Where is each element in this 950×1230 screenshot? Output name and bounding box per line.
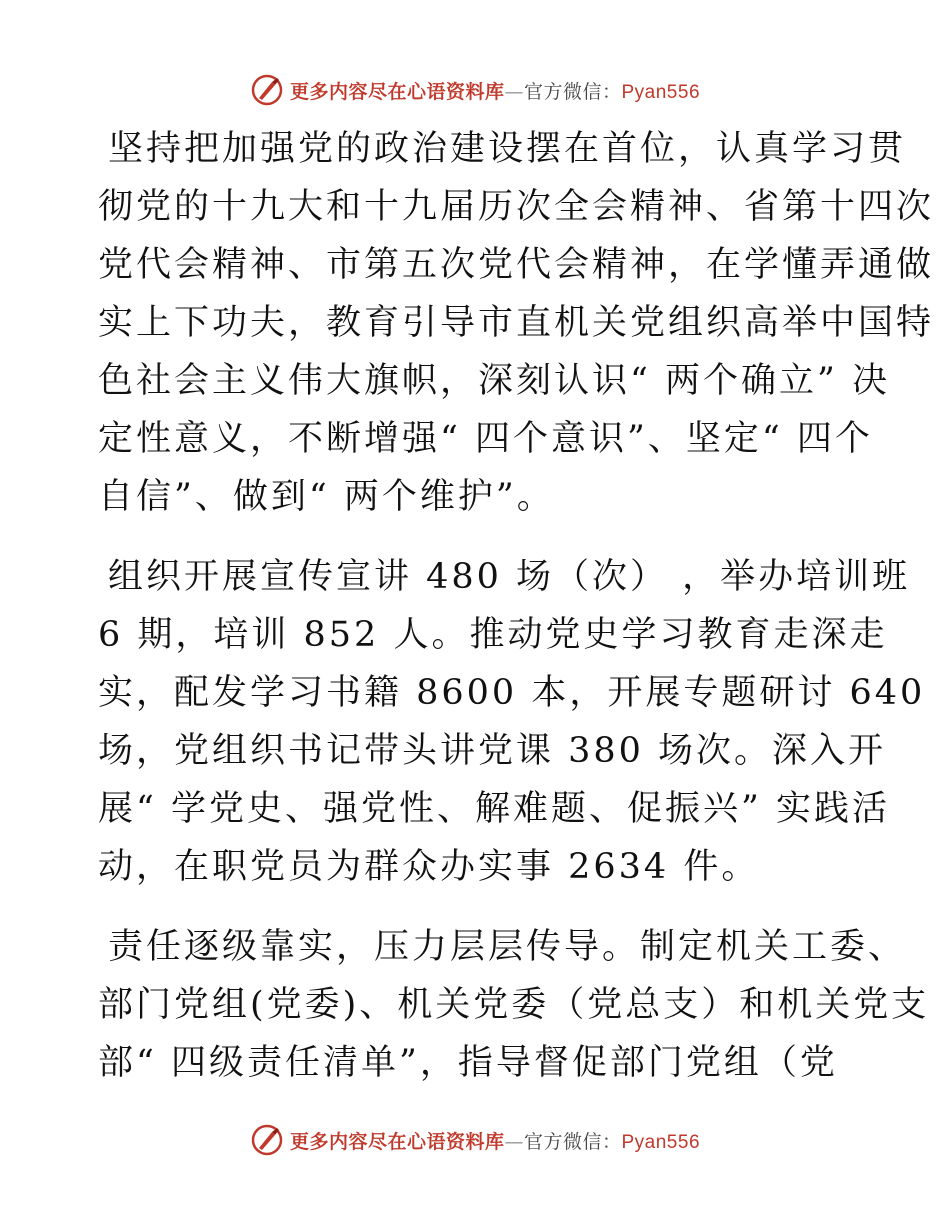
banner-wechat-id: Pyan556: [621, 1131, 701, 1153]
banner-brand: 更多内容尽在心语资料库: [289, 1130, 505, 1153]
text-line: 动，在职党员为群众办实事 2634 件。: [98, 847, 760, 887]
text-line: 责任逐级靠实，压力层层传导。制定机关工委、: [108, 927, 907, 967]
banner-wechat-label: 官方微信：: [523, 80, 622, 103]
header-watermark: [0, 70, 950, 110]
text-line: 场，党组织书记带头讲党课 380 场次。深入开: [98, 731, 887, 771]
text-line: 组织开展宣传宣讲 480 场（次） ，举办培训班: [108, 557, 911, 597]
text-line: 实，配发学习书籍 8600 本，开展专题研讨 640: [98, 673, 926, 713]
banner-text: [290, 77, 700, 104]
banner-wechat-id: Pyan556: [621, 81, 701, 103]
text-line: 彻党的十九大和十九届历次全会精神、省第十四次: [98, 187, 935, 227]
text-line: 党代会精神、市第五次党代会精神，在学懂弄通做: [98, 245, 935, 285]
text-line: 定性意义，不断增强“ 四个意识”、坚定“ 四个: [98, 419, 873, 459]
document-body: [98, 120, 935, 1114]
text-line: 实上下功夫，教育引导市直机关党组织高举中国特: [98, 303, 935, 343]
text-line: 部门党组(党委)、机关党委（党总支）和机关党支: [98, 985, 930, 1025]
banner-brand: 更多内容尽在心语资料库: [289, 80, 505, 103]
text-line: 部“ 四级责任清单”，指导督促部门党组（党: [98, 1043, 838, 1083]
text-line: 展“ 学党史、强党性、解难题、促振兴” 实践活: [98, 789, 891, 829]
paragraph-3: [98, 918, 930, 1092]
banner-wechat-label: 官方微信：: [523, 1130, 622, 1153]
text-line: 自信”、做到“ 两个维护”。: [98, 477, 555, 517]
banner-text: [290, 1127, 700, 1154]
banner-separator: —: [504, 1130, 524, 1153]
quill-seal-icon: [250, 73, 284, 107]
paragraph-2: [98, 548, 926, 896]
text-line: 6 期，培训 852 人。推动党史学习教育走深走: [98, 615, 888, 655]
text-line: 坚持把加强党的政治建设摆在首位，认真学习贯: [108, 129, 907, 169]
footer-watermark: [0, 1120, 950, 1160]
banner-separator: —: [504, 80, 524, 103]
quill-seal-icon: [250, 1123, 284, 1157]
text-line: 色社会主义伟大旗帜，深刻认识“ 两个确立” 决: [98, 361, 891, 401]
paragraph-1: [98, 120, 935, 526]
